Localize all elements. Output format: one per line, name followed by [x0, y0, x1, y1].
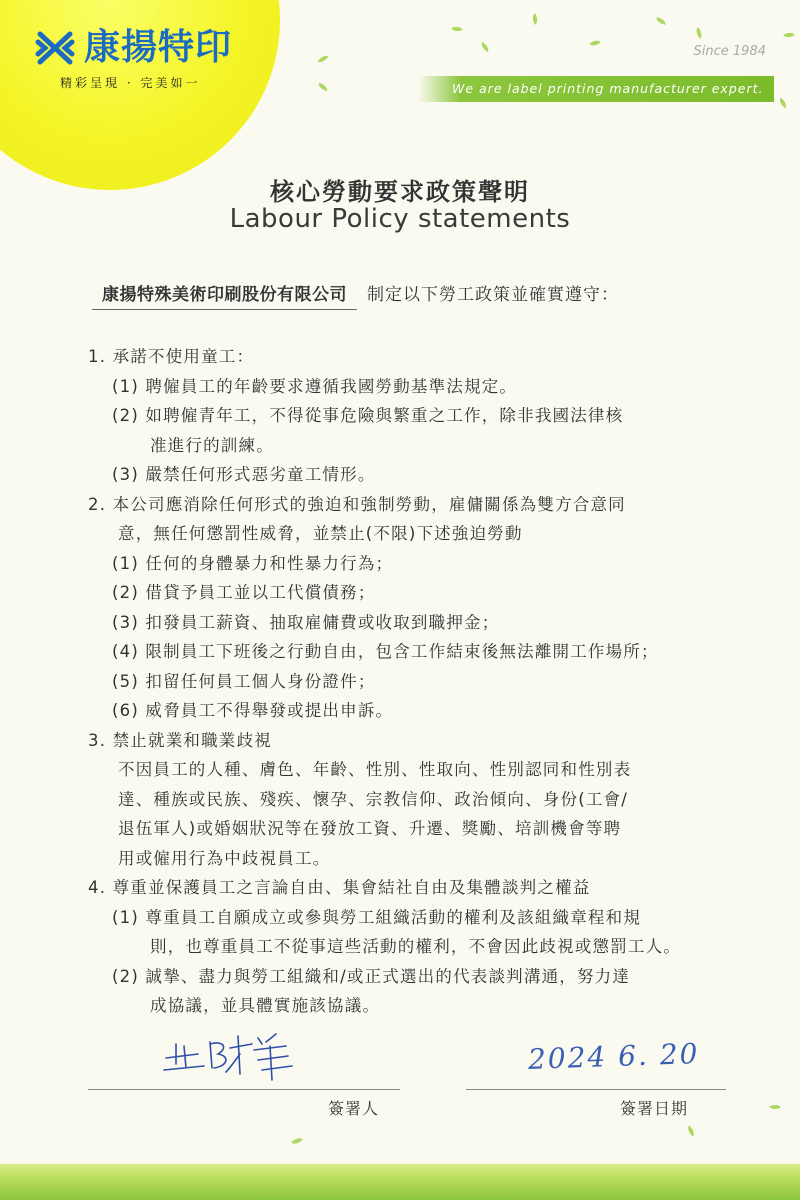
policy-line: 2. 本公司應消除任何形式的強迫和強制勞動，雇傭關係為雙方合意同 [88, 494, 626, 514]
policy-line: (2) 誠摯、盡力與勞工組織和/或正式選出的代表談判溝通，努力達 [112, 966, 631, 986]
policy-line: 不因員工的人種、膚色、年齡、性別、性取向、性別認同和性別表 [118, 760, 632, 779]
tagline-banner [418, 76, 774, 102]
signature-date-value: 2024 6. 20 [527, 1037, 700, 1076]
policy-line: 退伍軍人)或婚姻狀況等在發放工資、升遷、獎勵、培訓機會等聘 [118, 819, 622, 838]
logo-mark-icon [34, 28, 76, 68]
leaf-decoration [656, 17, 667, 25]
company-name: 康揚特殊美術印刷股份有限公司 [92, 280, 357, 310]
since-text: Since 1984 [693, 44, 766, 59]
signer-label: 簽署人 [328, 1099, 380, 1118]
logo-name: 康揚特印 [84, 27, 233, 68]
signer-line [88, 1089, 400, 1090]
leaf-decoration [783, 30, 795, 40]
policy-line: 意，無任何懲罰性威脅，並禁止(不限)下述強迫勞動 [118, 524, 523, 543]
policy-line: 3. 禁止就業和職業歧視 [88, 730, 272, 750]
leaf-decoration [777, 98, 789, 109]
policy-line: 1. 承諾不使用童工： [88, 347, 255, 366]
leaf-decoration [479, 42, 491, 52]
title-chinese: 核心勞動要求政策聲明 [270, 178, 530, 206]
policy-line: (1) 尊重員工自願成立或參與勞工組織活動的權利及該組織章程和規 [112, 907, 642, 927]
policy-line: (6) 威脅員工不得舉發或提出申訴。 [112, 701, 394, 720]
handwritten-signature [158, 1024, 308, 1090]
date-label: 簽署日期 [620, 1099, 689, 1118]
policy-line: (3) 扣發員工薪資、抽取雇傭費或收取到職押金； [112, 612, 500, 632]
policy-line: 則，也尊重員工不從事這些活動的權利，不會因此歧視或懲罰工人。 [150, 937, 681, 956]
logo-slogan: 精彩呈現 · 完美如一 [60, 76, 201, 90]
policy-line: (2) 借貸予員工並以工代償債務； [112, 583, 376, 602]
leaf-decoration [685, 1125, 697, 1136]
intro-text: 制定以下勞工政策並確實遵守： [367, 285, 619, 305]
policy-line: (2) 如聘僱青年工，不得從事危險與繁重之工作，除非我國法律核 [112, 406, 624, 425]
leaf-decoration [693, 27, 704, 39]
leaf-decoration [589, 37, 601, 48]
leaf-decoration [451, 24, 462, 33]
policy-line: 4. 尊重並保護員工之言論自由、集會結社自由及集體談判之權益 [88, 878, 591, 897]
policy-line: 達、種族或民族、殘疾、懷孕、宗教信仰、政治傾向、身份(工會/ [118, 789, 628, 809]
title-english: Labour Policy statements [229, 204, 571, 234]
policy-line: (3) 嚴禁任何形式惡劣童工情形。 [112, 465, 376, 484]
policy-line: (1) 任何的身體暴力和性暴力行為； [112, 553, 394, 573]
policy-line: 成協議，並具體實施該協議。 [150, 996, 381, 1015]
tagline-text: We are label printing manufacturer expert. [452, 81, 764, 96]
policy-body [88, 342, 748, 1021]
policy-line: (4) 限制員工下班後之行動自由，包含工作結束後無法離開工作場所； [112, 642, 659, 661]
date-line [466, 1089, 726, 1090]
grass-footer [0, 1164, 800, 1200]
policy-line: 用或僱用行為中歧視員工。 [118, 848, 331, 868]
policy-line: (1) 聘僱員工的年齡要求遵循我國勞動基準法規定。 [112, 376, 518, 396]
leaf-decoration [291, 1135, 302, 1146]
policy-line: 准進行的訓練。 [150, 435, 274, 455]
intro-line [92, 280, 619, 310]
leaf-decoration [530, 13, 540, 25]
leaf-decoration [318, 53, 329, 65]
policy-line: (5) 扣留任何員工個人身份證件； [112, 671, 376, 691]
leaf-decoration [769, 1102, 781, 1112]
leaf-decoration [317, 83, 328, 91]
